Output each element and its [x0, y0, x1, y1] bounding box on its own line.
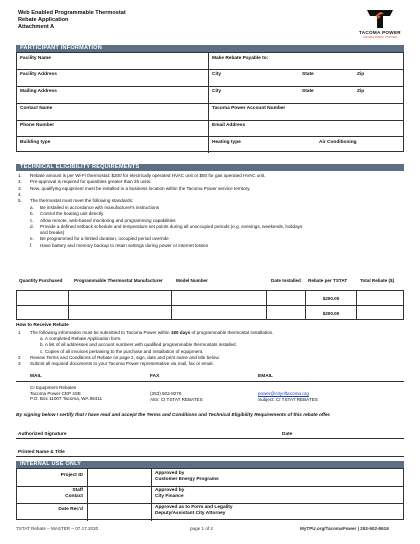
contact-name-field[interactable]: Contact Name [20, 106, 53, 111]
approved-cep-label [155, 471, 219, 483]
row-divider [17, 503, 403, 504]
standard-item: f. Have battery and memory backup to retain settings during power or internet losses [30, 242, 209, 248]
facility-name-field[interactable]: Facility Name [20, 56, 51, 61]
standard-item: b. Control the heating unit directly [30, 211, 104, 217]
printed-name-line [16, 456, 404, 457]
mail-address-block [30, 385, 102, 402]
mail-line: Tacoma Power CEP 4SE [30, 390, 81, 396]
row-divider [17, 486, 403, 487]
make-payable-field[interactable]: Make Rebate Payable to: [212, 56, 269, 61]
equipment-table [16, 278, 404, 320]
staff-text: Staff [72, 488, 83, 493]
step-1-text: The following information must be submitted to Tacoma Power within [30, 330, 171, 335]
approved-by-text: Approved by [155, 488, 185, 493]
footer-contact: MyTPU.org/TacomaPower | 253-502-8619 [300, 526, 389, 531]
column-divider [208, 53, 209, 153]
requirement-item: 2. Pre-approval is required for quantities greater than 25 units. [18, 179, 152, 185]
mail-line: CI Equipment Rebates [30, 385, 77, 390]
project-id-label: Project ID [60, 473, 83, 478]
step-3-text: Submit all required documents to your Tacoma Power representative via mail, fax or email. [30, 361, 214, 366]
phone-number-field[interactable]: Phone Number [20, 123, 55, 128]
signature-date-field[interactable]: Date [282, 432, 293, 437]
internal-use-box [16, 468, 404, 520]
logo-tagline: TACOMA PUBLIC UTILITIES [363, 36, 397, 39]
standard-item: c. Allow remote, web-based monitoring and programming capabilities [30, 217, 176, 223]
participant-info-box [16, 52, 404, 152]
mail-label: MAIL [30, 374, 42, 379]
step-1-subitem: a. A completed Rebate Application form. [40, 336, 122, 341]
title-line-1: Web Enabled Programmable Thermostat [18, 10, 126, 16]
rebate-amount-cell: $200.00 [322, 296, 340, 301]
col-header-manufacturer: Programmable Thermostat Manufacturer [74, 278, 163, 283]
mailing-address-field[interactable]: Mailing Address [20, 89, 57, 94]
internal-use-heading: INTERNAL USE ONLY [16, 461, 404, 468]
printed-name-title-field[interactable]: Printed Name & Title [18, 450, 65, 455]
approver-text: Customer Energy Programs [155, 477, 219, 482]
participant-info-heading: PARTICIPANT INFORMATION [16, 45, 404, 52]
approver-text: City Finance [155, 494, 184, 499]
facility-city-field[interactable]: City [212, 72, 222, 77]
standard-item: a. Be installed in accordance with manufacturer's instructions [30, 205, 160, 210]
step-2-text: Review Terms and Conditions of Rebate on page 2, sign, date and print name and title below. [30, 355, 220, 360]
heating-type-field[interactable]: Heating type [212, 140, 241, 145]
email-link[interactable]: power@cityoftacoma.org [258, 391, 309, 396]
email-subject: Subject: CI TSTAT REBATES [258, 396, 318, 402]
document-header [18, 10, 126, 31]
fax-label: FAX [150, 374, 160, 379]
footer-page-number: page 1 of 2 [190, 526, 213, 531]
fax-attention: Attn: CI TSTAT REBATES [150, 396, 203, 402]
mailing-state-field[interactable]: State [302, 89, 314, 94]
col-header-total-rebate: Total Rebate ($) [360, 278, 395, 283]
logo-brand-text: TACOMA POWER [359, 30, 401, 35]
approved-finance-label [155, 488, 184, 500]
facility-address-field[interactable]: Facility Address [20, 72, 57, 77]
mailing-city-field[interactable]: City [212, 89, 222, 94]
how-to-heading: How to Receive Rebate [16, 323, 69, 328]
authorized-signature-field[interactable]: Authorized Signature [18, 432, 67, 437]
column-divider [87, 469, 88, 521]
tacoma-power-logo [356, 9, 404, 41]
how-to-step-3: 3 Submit all required documents to your Tacoma Power representative via mail, fax or email. [18, 361, 214, 366]
thermostat-standards-list [30, 205, 302, 249]
row-divider [17, 136, 403, 137]
standard-item: d. Provide a defined setback schedule and temperature set points during all unoccupied periods (e.g. evenings, weekends, holidays [30, 223, 303, 229]
approved-by-text: Approved by [155, 471, 185, 476]
how-to-step-2: 2 Review Terms and Conditions of Rebate on page 2, sign, date and print name and title below. [18, 355, 220, 360]
tacoma-t-logo-icon [366, 9, 394, 29]
staff-contact-label [17, 488, 83, 500]
mail-line: P.O. Box 11007 Tacoma, WA 98411 [30, 396, 103, 402]
requirement-item: 5. The thermostat must meet the following standards: [18, 198, 134, 204]
title-line-3: Attachment A [18, 24, 55, 30]
step-1-text-end: of programmable thermostat installation. [190, 330, 274, 335]
email-block [258, 391, 318, 402]
how-to-step-1: 1 The following information must be submitted to Tacoma Power within 180 days of programmable thermostat installation. [18, 330, 274, 335]
contact-divider [16, 381, 404, 382]
facility-zip-field[interactable]: Zip [357, 72, 365, 77]
row-divider [17, 120, 403, 121]
email-address-field[interactable]: Email Address [212, 123, 246, 128]
title-line-2: Rebate Application [18, 17, 69, 23]
row-divider [17, 69, 403, 70]
date-received-label: Date Rec'd [58, 507, 83, 512]
row-divider [16, 305, 404, 306]
footer-doc-id: TSTAT Rebate – MASTER – 07.17.2020 [16, 526, 99, 531]
technical-requirements-heading: TECHNICAL ELIGIBILITY REQUIREMENTS [16, 164, 404, 171]
standard-item: and breaks) [40, 230, 65, 236]
column-divider [151, 469, 152, 521]
step-1-subitem: c. Copies of all invoices pertaining to the purchase and installation of equipment. [40, 348, 204, 354]
air-conditioning-field[interactable]: Air Conditioning [319, 140, 357, 145]
approved-by-text: Approved as to Form and Legality [155, 505, 233, 510]
requirement-item: 4. [18, 191, 22, 197]
approved-legal-label [155, 505, 233, 517]
step-1-subitem: b. A list of all addresses and account numbers with qualified programmable thermostats installed. [40, 342, 237, 348]
email-label: EMAIL [258, 374, 273, 379]
signature-line [16, 438, 404, 439]
fax-number: (253) 502-8276 [150, 391, 182, 396]
standard-item: e. Be programmed for a limited duration, occupied period override [30, 236, 169, 242]
approver-text: Deputy/Assistant City Attorney [155, 511, 226, 516]
col-header-rebate-per-tstat: Rebate per TSTAT [308, 278, 348, 283]
step-1-deadline: 180 days [170, 330, 191, 335]
requirement-item: 3. New, qualifying equipment must be installed in a business location within the Tacoma Power service territory. [18, 185, 251, 191]
rebate-amount-cell: $200.00 [322, 311, 340, 316]
col-header-quantity: Quantity Purchased [19, 278, 63, 283]
row-divider [17, 103, 403, 104]
fax-block [150, 391, 203, 402]
col-header-date-installed: Date Installed [271, 278, 301, 283]
contact-text: Contact [65, 494, 83, 499]
certification-statement: By signing below I certify that I have read and accept the Terms and Conditions and Technical Eligibility Requirements of this rebate offer. [16, 413, 331, 418]
col-header-model: Model Number [176, 278, 208, 283]
requirement-item: 1. Rebate amount is per Wi-Fi thermostat: $200 for electrically operated HVAC unit or $50 for gas operated HVAC unit. [18, 173, 266, 178]
requirements-list [18, 173, 266, 204]
account-number-field[interactable]: Tacoma Power Account Number [212, 106, 286, 111]
row-divider [17, 86, 403, 87]
building-type-field[interactable]: Building type [20, 140, 51, 145]
how-to-step-1-subitems [40, 336, 237, 355]
mailing-zip-field[interactable]: Zip [357, 89, 365, 94]
facility-state-field[interactable]: State [302, 72, 314, 77]
